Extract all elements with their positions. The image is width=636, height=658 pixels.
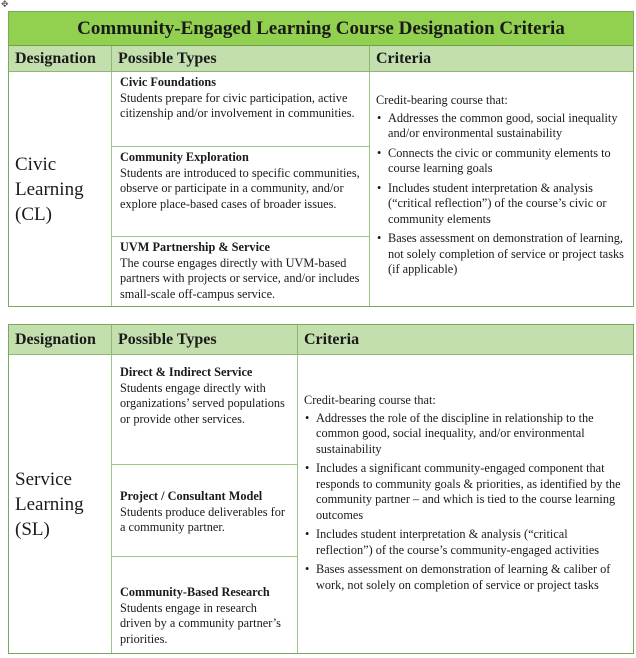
cl-criteria-table bbox=[8, 11, 634, 307]
type-project-consultant: Project / Consultant Model Students produce deliverables for a community partner. bbox=[112, 465, 297, 557]
criterion-item: • Includes student interpretation & analysis (“critical reflection”) of the course’s civic or community elements bbox=[376, 181, 627, 228]
criteria-cl: Credit-bearing course that: • Addresses the common good, social inequality and/or environmental sustainability • Connects the civic or community elements to course learning goals • Includes student interpretation & analysis (“critical reflection”) of the course’s civic or community elements • Bases assessment on demonstration of learning, not solely completion of service or project tasks (if applicable) bbox=[370, 93, 633, 306]
table-title: Community-Engaged Learning Course Designation Criteria bbox=[9, 12, 633, 46]
type-civic-foundations: Civic Foundations Students prepare for civic participation, active citizenship and/or involvement in communities. bbox=[112, 72, 369, 147]
criterion-item: • Connects the civic or community elements to course learning goals bbox=[376, 146, 627, 177]
sl-criteria-table bbox=[8, 324, 634, 654]
types-column-cl bbox=[112, 72, 370, 306]
criterion-item: • Includes a significant community-engaged component that responds to community goals & priorities, as identified by the community partner – and which is tied to the course learning outcomes bbox=[304, 461, 627, 523]
criteria-sl: Credit-bearing course that: • Addresses the role of the discipline in relationship to the common good, social inequality, and/or environmental sustainability • Includes a significant community-engaged component that responds to community goals & priorities, as identified by the community partner – and which is tied to the course learning outcomes • Includes student interpretation & analysis (“critical reflection”) of the course’s community-engaged activities • Bases assessment on demonstration of learning & caliber of work, not solely on completion of service or project tasks bbox=[298, 393, 633, 653]
header-designation: Designation bbox=[9, 46, 112, 72]
type-direct-indirect-service: Direct & Indirect Service Students engage directly with organizations’ served populations or provide other services. bbox=[112, 355, 297, 465]
designation-cl: Civic Learning (CL) bbox=[9, 72, 112, 306]
criterion-item: • Bases assessment on demonstration of learning & caliber of work, not solely on completion of service or project tasks bbox=[304, 562, 627, 593]
type-community-exploration: Community Exploration Students are introduced to specific communities, observe or participate in a community, and/or explore place-based cases of broader issues. bbox=[112, 147, 369, 237]
header-criteria: Criteria bbox=[370, 46, 633, 72]
type-community-based-research: Community-Based Research Students engage in research driven by a community partner’s priorities. bbox=[120, 585, 281, 646]
header-designation: Designation bbox=[9, 325, 112, 355]
criterion-item: • Bases assessment on demonstration of learning, not solely completion of service or project tasks (if applicable) bbox=[376, 231, 627, 278]
criterion-item: • Includes student interpretation & analysis (“critical reflection”) of the course’s community-engaged activities bbox=[304, 527, 627, 558]
types-column-sl bbox=[112, 355, 298, 653]
header-possible-types: Possible Types bbox=[112, 46, 370, 72]
criterion-item: • Addresses the common good, social inequality and/or environmental sustainability bbox=[376, 111, 627, 142]
designation-sl: Service Learning (SL) bbox=[9, 355, 112, 653]
header-criteria: Criteria bbox=[298, 325, 633, 355]
criterion-item: • Addresses the role of the discipline in relationship to the common good, social inequality, and/or environmental sustainability bbox=[304, 411, 627, 458]
type-uvm-partnership: UVM Partnership & Service The course engages directly with UVM-based partners with projects or service, and/or includes small-scale off-campus service. bbox=[120, 240, 360, 301]
header-possible-types: Possible Types bbox=[112, 325, 298, 355]
table-move-handle-icon[interactable]: ✥ bbox=[1, 0, 9, 10]
